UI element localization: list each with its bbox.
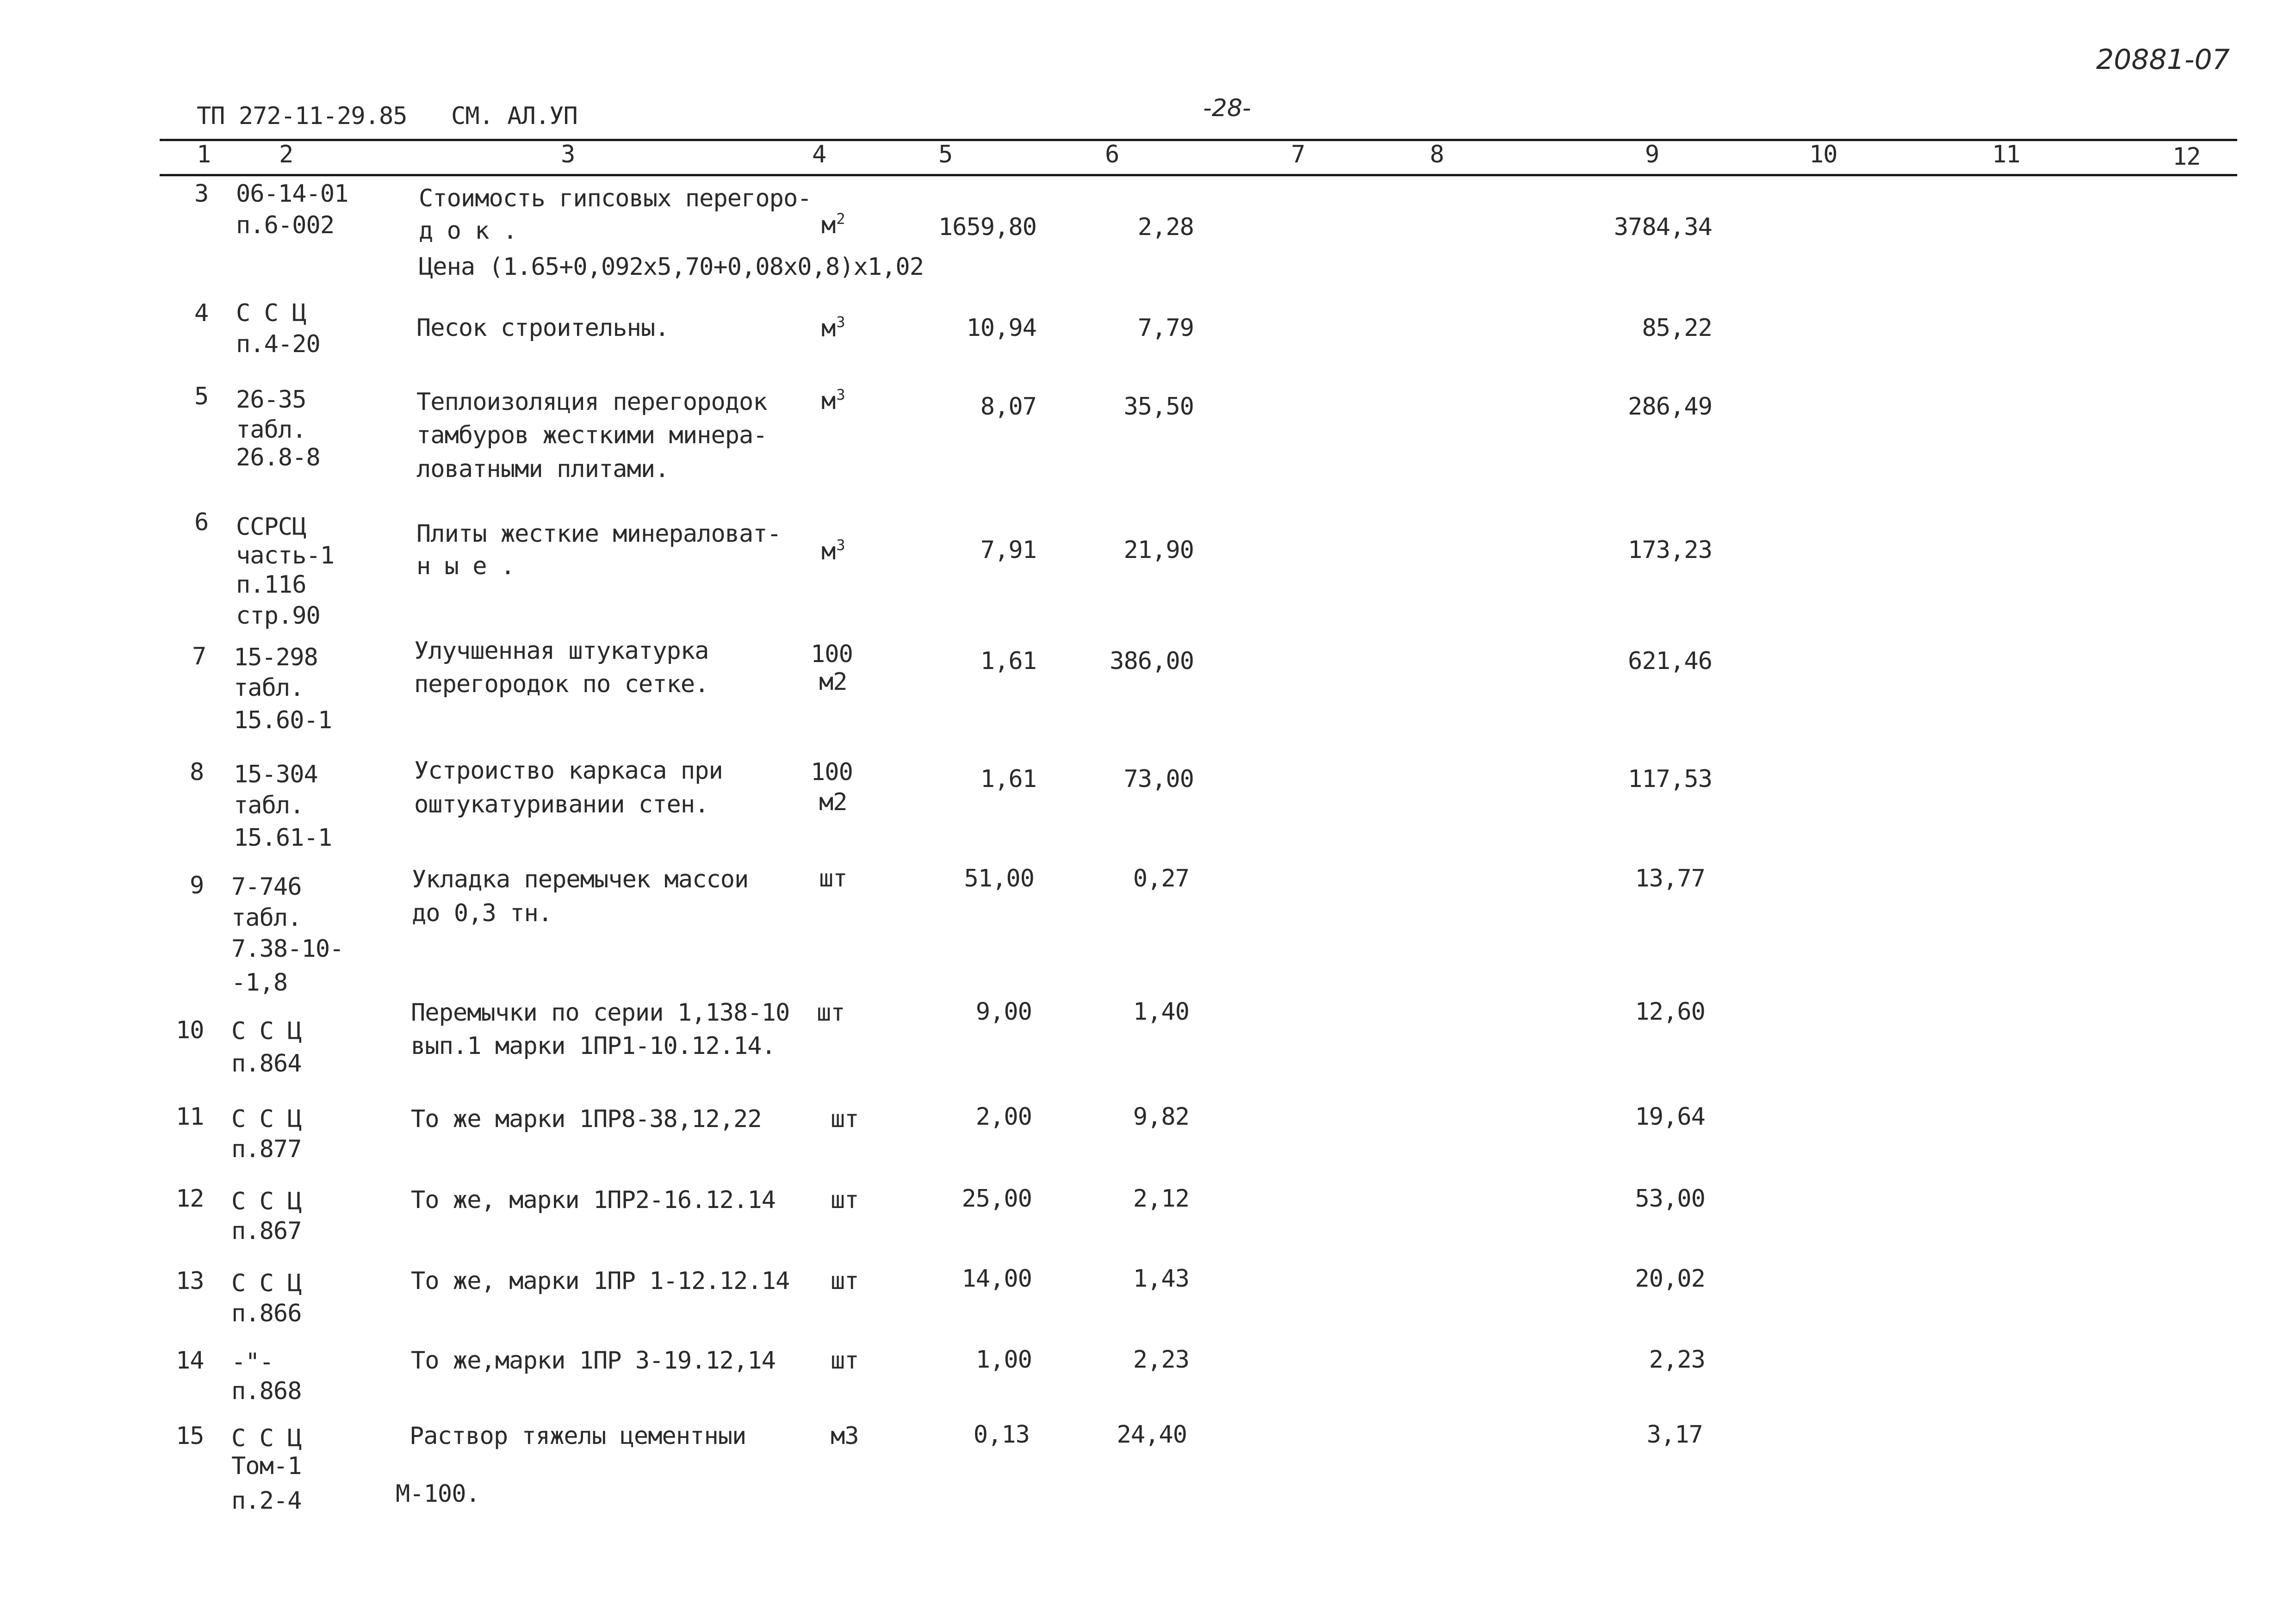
reference-line: 15.60-1 bbox=[234, 706, 332, 734]
unit-price: 1,40 bbox=[1133, 998, 1189, 1026]
row-number: 10 bbox=[176, 1016, 204, 1044]
unit-price: 21,90 bbox=[1123, 536, 1194, 564]
description-line: Плиты жесткие минераловат- bbox=[416, 520, 781, 548]
quantity: 25,00 bbox=[962, 1185, 1032, 1213]
row-number: 9 bbox=[190, 872, 204, 899]
description-line: ловатными плитами. bbox=[416, 455, 669, 483]
row-number: 12 bbox=[176, 1185, 204, 1213]
description-line: до 0,3 тн. bbox=[412, 899, 552, 927]
column-header: 9 bbox=[1645, 141, 1659, 168]
unit-price: 386,00 bbox=[1110, 647, 1194, 675]
description-line: перегородок по сетке. bbox=[414, 670, 709, 698]
description-line: То же,марки 1ПР 3-19.12,14 bbox=[411, 1347, 776, 1375]
reference-line: п.868 bbox=[231, 1377, 302, 1405]
total-cost: 621,46 bbox=[1628, 647, 1712, 675]
unit-secondary: м2 bbox=[819, 668, 847, 696]
unit-exponent: 3 bbox=[836, 386, 845, 403]
reference-line: п.866 bbox=[231, 1300, 302, 1327]
page-number: -28- bbox=[1203, 94, 1251, 122]
quantity: 14,00 bbox=[962, 1265, 1032, 1293]
reference-line: 15-304 bbox=[234, 761, 318, 788]
row-number: 3 bbox=[194, 180, 209, 208]
description-line: Цена (1.65+0,092х5,70+0,08х0,8)х1,02 bbox=[419, 253, 924, 281]
column-header: 12 bbox=[2172, 143, 2201, 171]
unit-text: м bbox=[821, 315, 836, 342]
row-number: 4 bbox=[194, 299, 209, 327]
reference-line: 15.61-1 bbox=[234, 824, 332, 852]
project-code: ТП 272-11-29.85 bbox=[197, 102, 407, 130]
unit-exponent: 3 bbox=[836, 313, 845, 331]
unit-price: 2,28 bbox=[1137, 213, 1194, 241]
reference-line: 26.8-8 bbox=[236, 444, 320, 471]
reference-line: п.4-20 bbox=[236, 330, 320, 358]
quantity: 10,94 bbox=[966, 314, 1036, 342]
unit: шт bbox=[831, 1267, 859, 1295]
column-header: 3 bbox=[561, 141, 575, 168]
unit-price: 2,12 bbox=[1133, 1185, 1189, 1213]
document-code: 20881-07 bbox=[2096, 43, 2230, 76]
description-line: тамбуров жесткими минера- bbox=[416, 421, 767, 449]
quantity: 1,61 bbox=[980, 647, 1036, 675]
reference-line: С С Ц bbox=[231, 1425, 302, 1452]
unit bbox=[821, 211, 845, 240]
unit-text: м bbox=[821, 387, 836, 415]
description-line: То же, марки 1ПР2-16.12.14 bbox=[411, 1186, 776, 1214]
description-line: М-100. bbox=[396, 1480, 480, 1508]
total-cost: 173,23 bbox=[1628, 536, 1712, 564]
reference-line: табл. bbox=[236, 416, 306, 444]
total-cost: 3,17 bbox=[1646, 1421, 1703, 1449]
total-cost: 286,49 bbox=[1628, 393, 1712, 421]
reference-line: п.864 bbox=[231, 1050, 302, 1078]
row-number: 6 bbox=[194, 508, 209, 536]
total-cost: 117,53 bbox=[1628, 765, 1712, 793]
total-cost: 12,60 bbox=[1635, 998, 1705, 1026]
row-number: 15 bbox=[176, 1422, 204, 1450]
unit-text: м bbox=[821, 211, 836, 239]
header-bottom-rule bbox=[160, 174, 2237, 176]
column-header: 8 bbox=[1430, 141, 1444, 168]
total-cost: 2,23 bbox=[1649, 1346, 1705, 1374]
unit-price: 35,50 bbox=[1123, 393, 1194, 421]
unit-price: 7,79 bbox=[1137, 314, 1194, 342]
description-line: То же марки 1ПР8-38,12,22 bbox=[411, 1105, 762, 1133]
reference-line: С С Ц bbox=[231, 1188, 302, 1215]
reference-line: 7-746 bbox=[231, 873, 302, 901]
unit: шт bbox=[819, 865, 847, 892]
reference-line: -1,8 bbox=[231, 969, 288, 997]
quantity: 1659,80 bbox=[938, 213, 1036, 241]
description-line: То же, марки 1ПР 1-12.12.14 bbox=[411, 1267, 790, 1295]
description-line: вып.1 марки 1ПР1-10.12.14. bbox=[411, 1032, 776, 1060]
unit-price: 1,43 bbox=[1133, 1265, 1189, 1293]
column-header: 2 bbox=[279, 141, 293, 168]
description-line: оштукатуривании стен. bbox=[414, 791, 709, 818]
unit-text: м bbox=[821, 538, 836, 565]
description-line: Улучшенная штукатурка bbox=[414, 637, 709, 665]
row-number: 5 bbox=[194, 383, 209, 410]
column-header: 11 bbox=[1992, 141, 2020, 168]
unit: шт bbox=[817, 999, 845, 1027]
unit-price: 73,00 bbox=[1123, 765, 1194, 793]
description-line: Устроиство каркаса при bbox=[414, 757, 723, 785]
description-line: н ы е . bbox=[416, 552, 515, 580]
reference-line: С С Ц bbox=[231, 1105, 302, 1133]
description-line: Стоимость гипсовых перегоро- bbox=[419, 185, 812, 212]
column-header: 1 bbox=[197, 141, 211, 168]
unit: 100 bbox=[811, 640, 853, 668]
reference-line: п.2-4 bbox=[231, 1487, 302, 1515]
unit: 100 bbox=[811, 758, 853, 786]
total-cost: 53,00 bbox=[1635, 1185, 1705, 1213]
description-line: Перемычки по серии 1,138-10 bbox=[411, 999, 790, 1027]
quantity: 0,13 bbox=[973, 1421, 1030, 1449]
header-top-rule bbox=[160, 139, 2237, 141]
total-cost: 3784,34 bbox=[1613, 213, 1712, 241]
album-reference: СМ. АЛ.УП bbox=[451, 102, 577, 130]
quantity: 9,00 bbox=[975, 998, 1032, 1026]
reference-line: часть-1 bbox=[236, 542, 335, 570]
row-number: 11 bbox=[176, 1103, 204, 1131]
quantity: 51,00 bbox=[964, 865, 1034, 892]
reference-line: С С Ц bbox=[236, 299, 306, 327]
quantity: 7,91 bbox=[980, 536, 1036, 564]
reference-line: С С Ц bbox=[231, 1017, 302, 1045]
unit-secondary: м2 bbox=[819, 788, 847, 816]
unit: м3 bbox=[831, 1422, 859, 1450]
reference-line: табл. bbox=[234, 792, 304, 819]
column-header: 7 bbox=[1291, 141, 1305, 168]
unit bbox=[821, 537, 845, 566]
reference-line: табл. bbox=[231, 904, 302, 932]
reference-line: п.867 bbox=[231, 1217, 302, 1245]
quantity: 1,61 bbox=[980, 765, 1036, 793]
quantity: 8,07 bbox=[980, 393, 1036, 421]
unit-exponent: 2 bbox=[836, 210, 845, 228]
unit bbox=[821, 314, 845, 343]
column-header: 6 bbox=[1105, 141, 1119, 168]
unit: шт bbox=[831, 1186, 859, 1214]
reference-line: С С Ц bbox=[231, 1270, 302, 1297]
unit-price: 24,40 bbox=[1117, 1421, 1187, 1449]
column-header: 10 bbox=[1809, 141, 1837, 168]
unit: шт bbox=[831, 1105, 859, 1133]
row-number: 14 bbox=[176, 1347, 204, 1375]
reference-line: -"- bbox=[231, 1348, 273, 1376]
total-cost: 13,77 bbox=[1635, 865, 1705, 892]
total-cost: 19,64 bbox=[1635, 1103, 1705, 1131]
description-line: Раствор тяжелы цементныи bbox=[410, 1422, 746, 1450]
unit bbox=[821, 386, 845, 415]
unit-price: 0,27 bbox=[1133, 865, 1189, 892]
row-number: 13 bbox=[176, 1267, 204, 1295]
row-number: 7 bbox=[192, 643, 206, 670]
reference-line: Том-1 bbox=[231, 1452, 302, 1480]
row-number: 8 bbox=[190, 758, 204, 786]
reference-line: 7.38-10- bbox=[231, 935, 344, 963]
quantity: 2,00 bbox=[975, 1103, 1032, 1131]
description-line: Песок строительны. bbox=[416, 314, 669, 342]
reference-line: ССРСЦ bbox=[236, 513, 306, 541]
unit-exponent: 3 bbox=[836, 536, 845, 554]
column-header: 5 bbox=[938, 141, 953, 168]
reference-line: п.6-002 bbox=[236, 211, 335, 239]
unit-price: 2,23 bbox=[1133, 1346, 1189, 1374]
total-cost: 85,22 bbox=[1642, 314, 1712, 342]
reference-line: 06-14-01 bbox=[236, 180, 348, 208]
reference-line: 26-35 bbox=[236, 386, 306, 414]
column-header: 4 bbox=[812, 141, 826, 168]
description-line: Укладка перемычек массои bbox=[412, 866, 749, 893]
reference-line: п.116 bbox=[236, 571, 306, 599]
unit: шт bbox=[831, 1347, 859, 1375]
reference-line: стр.90 bbox=[236, 602, 320, 630]
reference-line: 15-298 bbox=[234, 644, 318, 671]
unit-price: 9,82 bbox=[1133, 1103, 1189, 1131]
reference-line: табл. bbox=[234, 674, 304, 702]
description-line: д о к . bbox=[419, 217, 517, 245]
reference-line: п.877 bbox=[231, 1135, 302, 1163]
total-cost: 20,02 bbox=[1635, 1265, 1705, 1293]
description-line: Теплоизоляция перегородок bbox=[416, 388, 767, 416]
quantity: 1,00 bbox=[975, 1346, 1032, 1374]
